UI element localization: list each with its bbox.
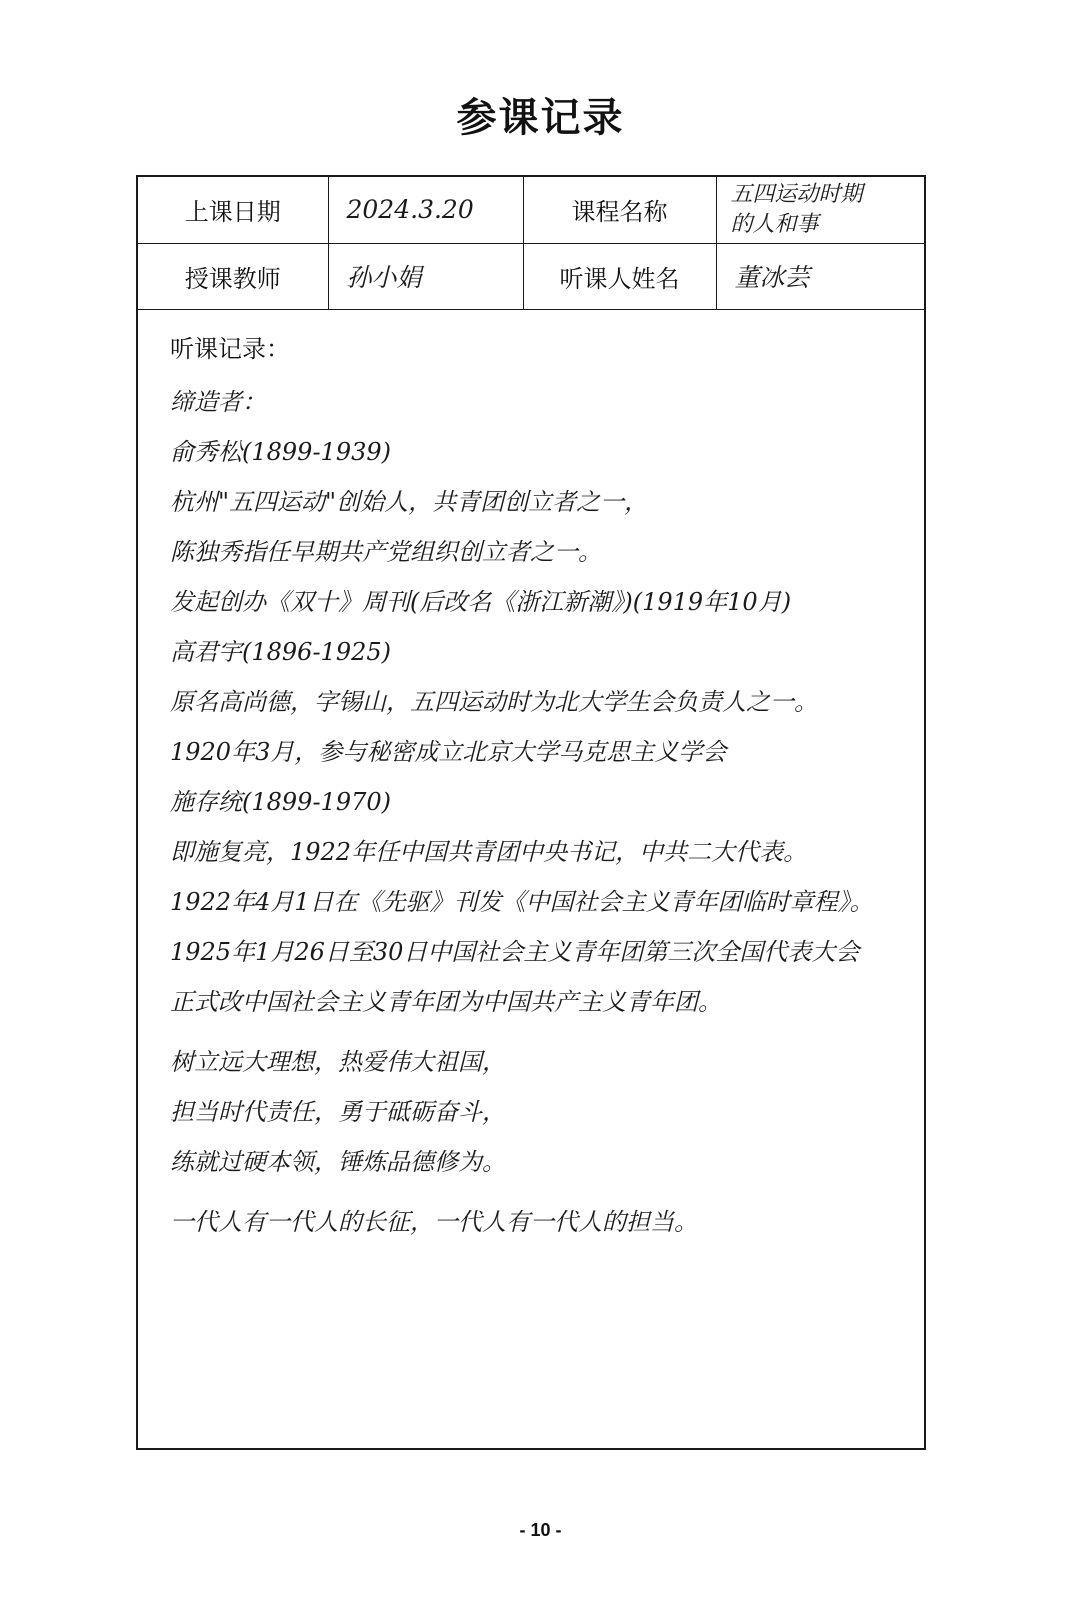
note-line: 即施复亮，1922年任中国共青团中央书记，中共二大代表。 (170, 838, 808, 866)
note-line: 1922年4月1日在《先驱》刊发《中国社会主义青年团临时章程》。 (170, 888, 874, 916)
listener-label: 听课人姓名 (523, 243, 716, 309)
note-line: 施存统(1899-1970) (170, 788, 391, 816)
course-value (716, 177, 924, 243)
course-label: 课程名称 (523, 177, 716, 243)
note-line: 练就过硬本领，锤炼品德修为。 (170, 1148, 506, 1176)
note-line: 杭州"五四运动"创始人，共青团创立者之一， (170, 488, 649, 516)
note-line: 俞秀松(1899-1939) (170, 438, 391, 466)
page-number: - 10 - (519, 1520, 562, 1540)
page-title: 参课记录 (456, 95, 625, 141)
note-line: 原名高尚德，字锡山，五四运动时为北大学生会负责人之一。 (170, 688, 818, 716)
table-row (138, 243, 924, 309)
date-label: 上课日期 (138, 177, 328, 243)
note-line: 陈独秀指任早期共产党组织创立者之一。 (170, 538, 602, 566)
note-line: 担当时代责任，勇于砥砺奋斗， (170, 1098, 506, 1126)
note-line: 高君宇(1896-1925) (170, 638, 391, 666)
course-value-line1: 五四运动时期 (730, 181, 863, 207)
course-value-line2: 的人和事 (730, 211, 819, 237)
note-line: 发起创办《双十》周刊(后改名《浙江新潮》)(1919年10月) (170, 588, 792, 616)
note-line: 缔造者： (170, 388, 266, 416)
teacher-label: 授课教师 (138, 243, 328, 309)
record-form (136, 175, 926, 1450)
note-line: 树立远大理想，热爱伟大祖国， (170, 1048, 506, 1076)
listener-value: 董冰芸 (716, 243, 924, 309)
record-label: 听课记录： (170, 335, 290, 363)
record-area (138, 311, 924, 1446)
note-line: 一代人有一代人的长征，一代人有一代人的担当。 (170, 1208, 698, 1236)
info-table (138, 177, 924, 310)
note-line: 正式改中国社会主义青年团为中国共产主义青年团。 (170, 988, 722, 1016)
note-line: 1925年1月26日至30日中国社会主义青年团第三次全国代表大会 (170, 938, 860, 966)
teacher-value: 孙小娟 (328, 243, 523, 309)
notes-list (170, 377, 910, 1247)
note-line: 1920年3月，参与秘密成立北京大学马克思主义学会 (170, 738, 727, 766)
table-row (138, 177, 924, 243)
date-value: 2024.3.20 (328, 177, 523, 243)
